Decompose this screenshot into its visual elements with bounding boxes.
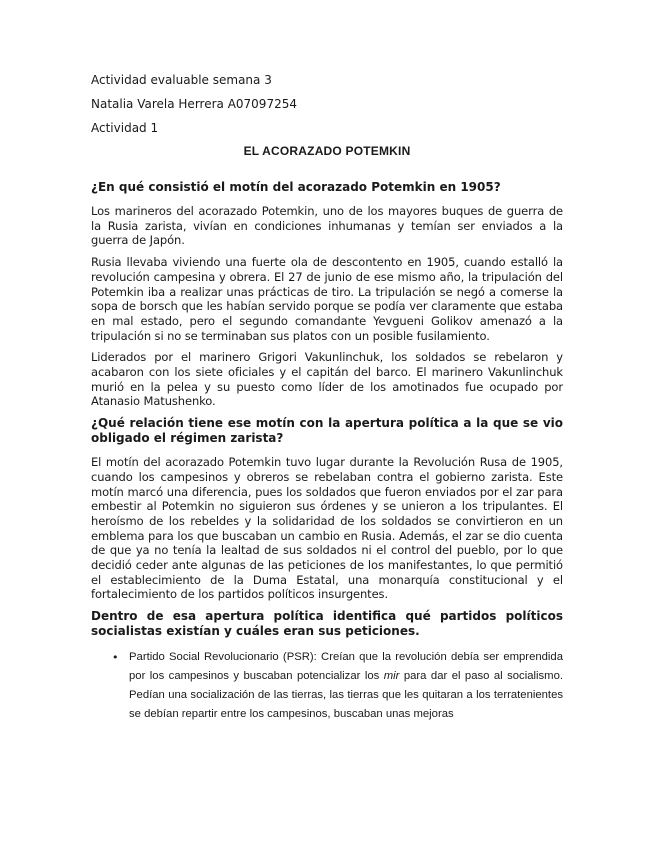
mir-term: mir bbox=[383, 670, 400, 683]
student-name: Natalia Varela Herrera A07097254 bbox=[91, 97, 297, 111]
party-psr-text-end: para dar el paso al socialismo. Pedían una socialización de las tierras, las tierras que les quitaran a los terratenientes se debían repartir entre los campesinos, buscaban unas mejoras bbox=[129, 670, 563, 721]
question-2: ¿Qué relación tiene ese motín con la apertura política a la que se vio obligado el régimen zarista? bbox=[91, 416, 563, 446]
party-list bbox=[91, 648, 563, 724]
paragraph-3: Liderados por el marinero Grigori Vakunlinchuk, los soldados se rebelaron y acabaron con los siete oficiales y el capitán del barco. El marinero Vakunlinchuk murió en la pelea y su puesto como líder de los amotinados fue ocupado por Atanasio Matushenko. bbox=[91, 350, 563, 409]
list-item bbox=[91, 648, 563, 724]
activity-label: Actividad evaluable semana 3 bbox=[91, 73, 272, 87]
paragraph-1: Los marineros del acorazado Potemkin, uno de los mayores buques de guerra de la Rusia zarista, vivían en condiciones inhumanas y temían ser enviados a la guerra de Japón. bbox=[91, 204, 563, 248]
section-socialist-parties bbox=[91, 609, 563, 724]
paragraph-2: Rusia llevaba viviendo una fuerte ola de descontento en 1905, cuando estalló la revolución campesina y obrera. El 27 de junio de ese mismo año, la tripulación del Potemkin iba a realizar unas prácticas de tiro. La tripulación se negó a comerse la sopa de borsch que les habían servido porque se podía ver claramente que estaba en mal estado, pero el segundo comandante Yevgueni Golikov amenazó a la tripulación si no se terminaban sus platos con un posible fusilamiento. bbox=[91, 255, 563, 343]
document-title: EL ACORAZADO POTEMKIN bbox=[243, 144, 411, 158]
section-mutiny bbox=[91, 180, 563, 409]
document-content bbox=[91, 72, 563, 724]
party-psr-text bbox=[129, 648, 563, 724]
question-3: Dentro de esa apertura política identifica qué partidos políticos socialistas existían y cuáles eran sus peticiones. bbox=[91, 609, 563, 639]
activity-number: Actividad 1 bbox=[91, 121, 159, 135]
bullet-icon: • bbox=[112, 651, 119, 665]
question-1: ¿En qué consistió el motín del acorazado Potemkin en 1905? bbox=[91, 180, 501, 194]
section-political-opening bbox=[91, 416, 563, 602]
paragraph-4: El motín del acorazado Potemkin tuvo lugar durante la Revolución Rusa de 1905, cuando los campesinos y obreros se rebelaban contra el gobierno zarista. Este motín marcó una diferencia, pues los soldados que fueron enviados por el zar para embestir al Potemkin no siguieron sus órdenes y se unieron a los tripulantes. El heroísmo de los rebeldes y la solidaridad de los soldados se convirtieron en un emblema para los que buscaban un cambio en Rusia. Además, el zar se dio cuenta de que ya no tenía la lealtad de sus soldados ni el control del pueblo, por lo que decidió ceder ante algunas de las peticiones de los manifestantes, lo que permitió el establecimiento de la Duma Estatal, una monarquía constitucional y el fortalecimiento de los partidos políticos insurgentes. bbox=[91, 455, 563, 602]
party-psr-text-start: Partido Social Revolucionario (PSR): Creían que la revolución debía ser emprendida por los campesinos y buscaban potencializar los bbox=[129, 651, 563, 683]
